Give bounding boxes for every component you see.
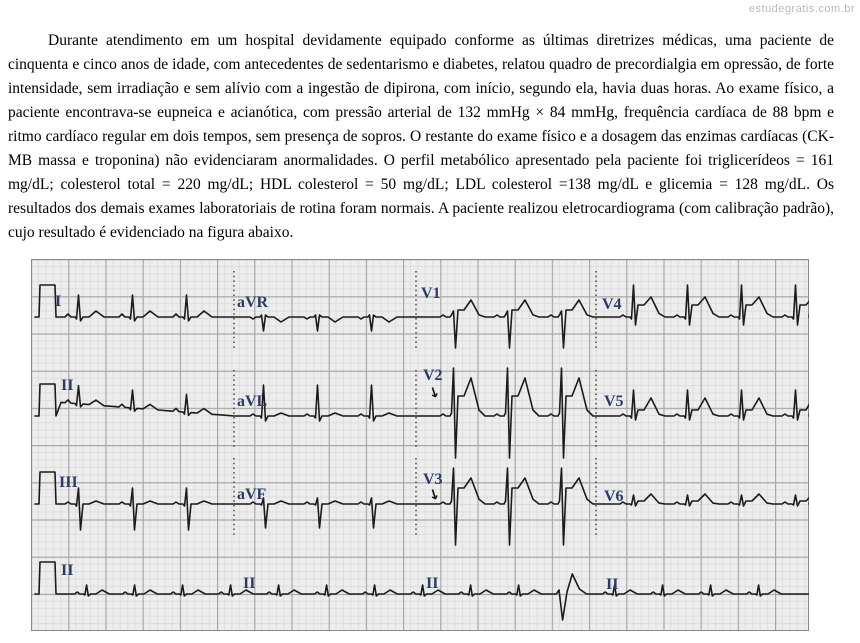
lead-label-II: II — [606, 576, 619, 593]
lead-label-V2: V2 — [423, 367, 443, 384]
question-text: Durante atendimento em um hospital devidamente equipado conforme as últimas diretrizes médicas, uma paciente de cinquenta e cinco anos de idade, com antecedentes de sedentarismo e diabetes, relatou quadro de precordialgia em opressão, de forte intensidade, sem irradiação e sem alívio com a ingestão de dipirona, com início, segundo ela, havia duas horas. Ao exame físico, a paciente encontrava-se eupneica e acianótica, com pressão arterial de 132 mmHg × 84 mmHg, frequência cardíaca de 88 bpm e ritmo cardíaco regular em dois tempos, sem presença de sopros. O restante do exame físico e a dosagem das enzimas cardíacas (CK-MB massa e troponina) não evidenciaram anormalidades. O perfil metabólico apresentado pela paciente foi triglicerídeos = 161 mg/dL; colesterol total = 220 mg/dL; HDL colesterol = 50 mg/dL; LDL colesterol =138 mg/dL e glicemia = 128 mg/dL. Os resultados dos demais exames laboratoriais de rotina foram normais. A paciente realizou eletrocardiograma (com calibração padrão), cujo resultado é evidenciado na figura abaixo. — [8, 32, 834, 241]
lead-label-I: I — [55, 293, 62, 310]
lead-label-V4: V4 — [602, 296, 622, 313]
lead-label-II: II — [243, 575, 256, 592]
lead-label-V6: V6 — [604, 488, 624, 505]
watermark: estudegratis.com.br — [748, 3, 855, 15]
lead-label-II: II — [61, 377, 74, 394]
ecg-grid — [31, 259, 809, 631]
lead-label-aVL: aVL — [237, 393, 268, 410]
lead-label-V5: V5 — [604, 393, 624, 410]
ecg-svg — [31, 259, 809, 631]
lead-label-II: II — [426, 575, 439, 592]
ecg-figure — [31, 259, 809, 631]
lead-label-aVR: aVR — [237, 294, 269, 311]
lead-label-V1: V1 — [421, 285, 441, 302]
lead-label-III: III — [59, 474, 78, 491]
lead-label-V3: V3 — [423, 471, 443, 488]
st-elevation-arrow-icon: ↓ — [426, 485, 443, 505]
lead-label-aVF: aVF — [237, 486, 267, 503]
st-elevation-arrow-icon: ↓ — [426, 383, 443, 403]
lead-label-II: II — [61, 562, 74, 579]
